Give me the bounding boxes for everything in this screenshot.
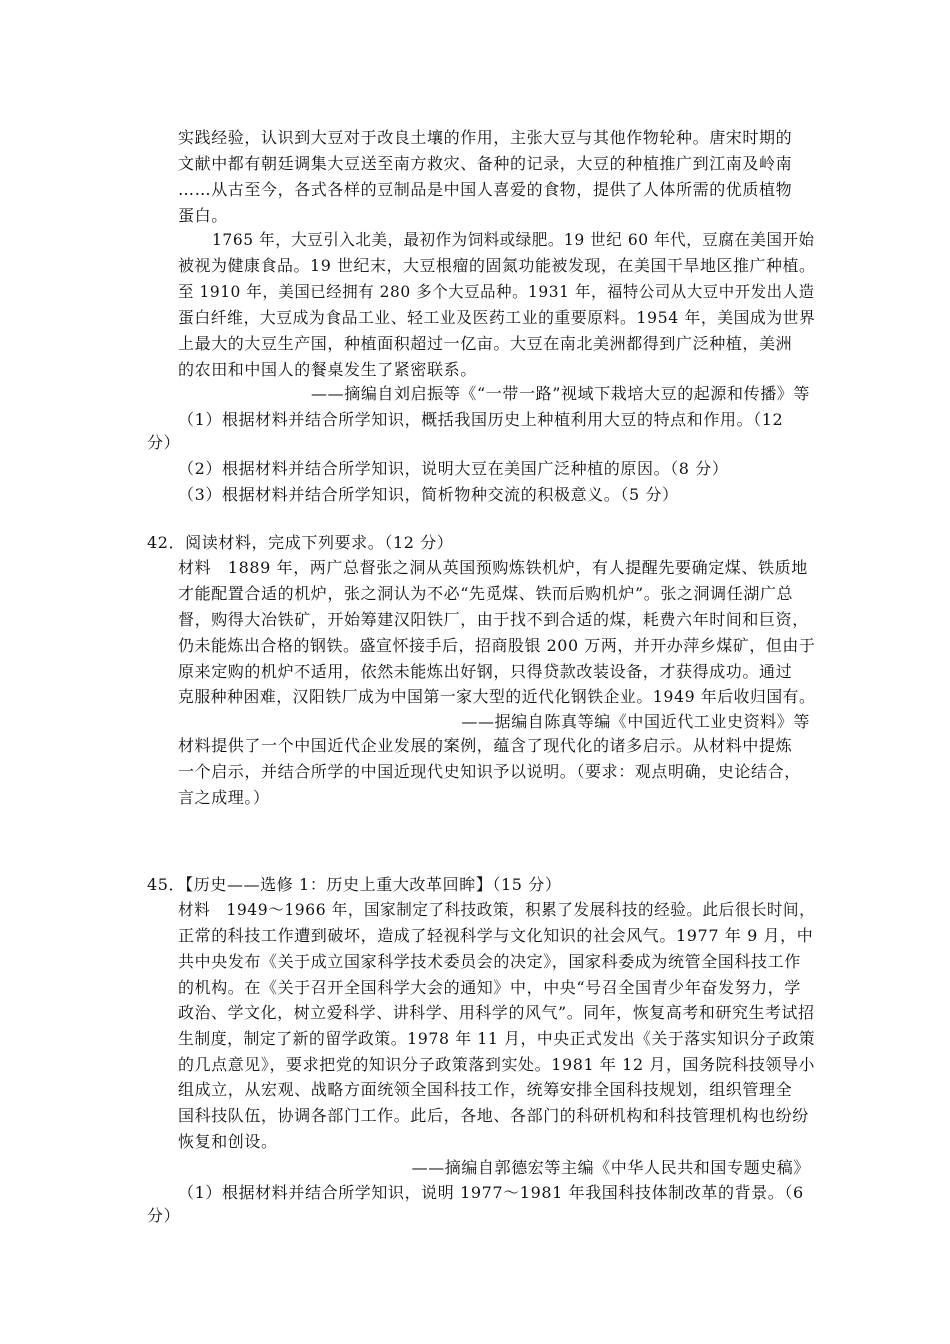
s45-heading: 45．【历史——选修 1：历史上重大改革回眸】（15 分） xyxy=(147,875,562,894)
s42-material-line-3: 督，购得大冶铁矿，开始筹建汉阳铁厂，由于找不到合适的煤，耗费六年时间和巨资， xyxy=(178,610,809,629)
s45-material-line-7: 的几点意见》，要求把党的知识分子政策落到实处。1981 年 12 月，国务院科技领导小 xyxy=(178,1055,816,1074)
s41-p1-line-2: 文献中都有朝廷调集大豆送至南方救灾、备种的记录，大豆的种植推广到江南及岭南 xyxy=(178,154,793,173)
s41-p1-line-3: ……从古至今，各式各样的豆制品是中国人喜爱的食物，提供了人体所需的优质植物 xyxy=(178,180,793,199)
s42-task-line-3: 言之成理。） xyxy=(178,788,270,807)
s45-question-1-cont: 分） xyxy=(147,1206,181,1225)
s41-p2-line-4: 蛋白纤维，大豆成为食品工业、轻工业及医药工业的重要原料。1954 年，美国成为世界 xyxy=(178,308,816,327)
s45-source: ——摘编自郭德宏等主编《中华人民共和国专题史稿》 xyxy=(411,1158,810,1177)
s42-task-line-1: 材料提供了一个中国近代企业发展的案例，蕴含了现代化的诸多启示。从材料中提炼 xyxy=(178,736,793,755)
s45-material-line-10: 恢复和创设。 xyxy=(178,1132,278,1151)
s45-material-line-5: 政治、学文化，树立爱科学、讲科学、用科学的风气”。同年，恢复高考和研究生考试招 xyxy=(178,1003,815,1022)
s41-p1-line-4: 蛋白。 xyxy=(178,206,228,225)
s41-p2-line-3: 至 1910 年，美国已经拥有 280 多个大豆品种。1931 年，福特公司从大豆中开发出人造 xyxy=(178,282,815,301)
s45-material-line-3: 共中央发布《关于成立国家科学技术委员会的决定》，国家科委成为统管全国科技工作 xyxy=(178,952,801,971)
s42-material-line-5: 原来定购的机炉不适用，依然未能炼出好钢，只得贷款改装设备，才获得成功。通过 xyxy=(178,662,793,681)
s42-material-line-6: 克服种种困难，汉阳铁厂成为中国第一家大型的近代化钢铁企业。1949 年后收归国有。 xyxy=(178,687,816,706)
s41-question-1: （1）根据材料并结合所学知识，概括我国历史上种植利用大豆的特点和作用。（12 xyxy=(178,410,784,429)
s45-material-line-6: 生制度，制定了新的留学政策。1978 年 11 月，中央正式发出《关于落实知识分子政策 xyxy=(178,1029,816,1048)
s41-p2-line-2: 被视为健康食品。19 世纪末，大豆根瘤的固氮功能被发现，在美国干旱地区推广种植。 xyxy=(178,256,816,275)
s42-heading: 42．阅读材料，完成下列要求。（12 分） xyxy=(147,533,454,552)
s41-p1-line-1: 实践经验，认识到大豆对于改良土壤的作用，主张大豆与其他作物轮种。唐宋时期的 xyxy=(178,128,793,147)
s41-p2-line-1: 1765 年，大豆引入北美，最初作为饲料或绿肥。19 世纪 60 年代，豆腐在美国开始 xyxy=(212,230,815,249)
s41-p2-line-5: 上最大的大豆生产国，种植面积超过一亿亩。大豆在南北美洲都得到广泛种植，美洲 xyxy=(178,334,793,353)
s45-material-line-2: 正常的科技工作遭到破坏，造成了轻视科学与文化知识的社会风气。1977 年 9 月，中 xyxy=(178,926,814,945)
s41-source: ——摘编自刘启振等《“一带一路”视域下栽培大豆的起源和传播》等 xyxy=(311,384,810,403)
s42-material-line-4: 仍未能炼出合格的钢铁。盛宣怀接手后，招商股银 200 万两，并开办萍乡煤矿，但由于 xyxy=(178,636,816,655)
s45-material-line-1: 材料 1949～1966 年，国家制定了科技政策，积累了发展科技的经验。此后很长时间， xyxy=(178,900,816,919)
s42-material-line-1: 材料 1889 年，两广总督张之洞从英国预购炼铁机炉，有人提醒先要确定煤、铁质地 xyxy=(178,558,808,577)
s41-question-1-cont: 分） xyxy=(147,433,181,452)
s41-question-3: （3）根据材料并结合所学知识，简析物种交流的积极意义。（5 分） xyxy=(178,485,679,504)
s45-question-1: （1）根据材料并结合所学知识，说明 1977～1981 年我国科技体制改革的背景。（6 xyxy=(178,1183,804,1202)
s45-material-line-9: 国科技队伍，协调各部门工作。此后，各地、各部门的科研机构和科技管理机构也纷纷 xyxy=(178,1106,809,1125)
s45-material-line-4: 的机构。在《关于召开全国科学大会的通知》中，中央“号召全国青少年奋发努力，学 xyxy=(178,978,801,997)
s45-material-line-8: 组成立，从宏观、战略方面统领全国科技工作，统筹安排全国科技规划，组织管理全 xyxy=(178,1080,793,1099)
s41-p2-line-6: 的农田和中国人的餐桌发生了紧密联系。 xyxy=(178,360,477,379)
s42-task-line-2: 一个启示，并结合所学的中国近现代史知识予以说明。（要求：观点明确，史论结合， xyxy=(178,762,801,781)
s42-source: ——据编自陈真等编《中国近代工业史资料》等 xyxy=(461,712,810,731)
s41-question-2: （2）根据材料并结合所学知识，说明大豆在美国广泛种植的原因。（8 分） xyxy=(178,459,729,478)
s42-material-line-2: 才能配置合适的机炉，张之洞认为不必“先觅煤、铁而后购机炉”。张之洞调任湖广总 xyxy=(178,584,794,603)
